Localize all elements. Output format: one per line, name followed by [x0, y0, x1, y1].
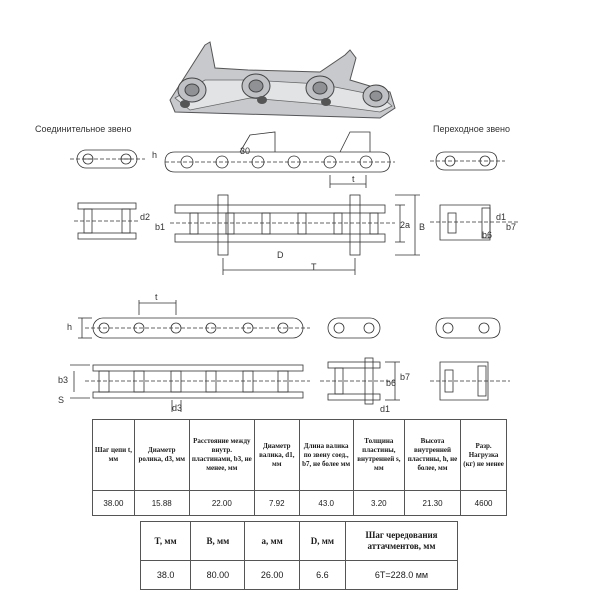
cell-plate-thickness: 3.20 [353, 491, 404, 516]
dim-d1-lower: d1 [380, 404, 391, 414]
transition-link-side [430, 152, 505, 170]
dim-b6-upper: b6 [482, 230, 493, 240]
header-attachment-pitch: Шаг чередования аттачментов, мм [346, 522, 458, 561]
dim-d1-upper: d1 [496, 212, 507, 222]
header-D: D, мм [299, 522, 345, 561]
chain-3d-render [170, 42, 395, 118]
connecting-link-caption: Соединительное звено [35, 124, 132, 134]
header-plate-height: Высота внутренней пластины, h, не более, мм [404, 420, 460, 491]
dim-b7-lower: b7 [400, 372, 411, 382]
connecting-link-side [70, 150, 145, 168]
cell-T: 38.0 [141, 561, 191, 590]
connecting-link-lower [320, 318, 400, 404]
header-a: a, мм [245, 522, 299, 561]
dim-d3: d3 [172, 403, 183, 413]
dim-h-upper: h [152, 150, 158, 160]
cell-inner-width: 22.00 [189, 491, 254, 516]
header-inner-width: Расстояние между внутр. пластинами, b3, не менее, мм [189, 420, 254, 491]
dim-2a: 2a [400, 220, 411, 230]
dim-b3: b3 [58, 375, 69, 385]
cell-pin-diameter: 7.92 [254, 491, 299, 516]
dim-D: D [277, 250, 284, 260]
dim-b6-lower: b6 [386, 378, 397, 388]
dim-h-lower: h [67, 322, 73, 332]
attachment-chain-side [165, 132, 395, 188]
header-roller-diameter: Диаметр ролика, d3, мм [134, 420, 189, 491]
dim-S: S [58, 395, 65, 405]
connecting-link-top [74, 203, 140, 239]
header-pin-length: Длина валика по звену соед., b7, не более мм [299, 420, 353, 491]
dim-30: 30 [240, 146, 251, 156]
header-pin-diameter: Диаметр валика, d1, мм [254, 420, 299, 491]
header-T: T, мм [141, 522, 191, 561]
dim-T: T [311, 262, 317, 272]
attachment-specs-table [140, 521, 458, 590]
cell-breaking-load: 4600 [461, 491, 507, 516]
dim-t-lower: t [155, 292, 158, 302]
cell-plate-height: 21.30 [404, 491, 460, 516]
cell-B: 80.00 [191, 561, 245, 590]
dim-b7-upper: b7 [506, 222, 517, 232]
dim-t-upper: t [352, 174, 355, 184]
cell-pin-length: 43.0 [299, 491, 353, 516]
table-row [141, 561, 458, 590]
cell-D: 6.6 [299, 561, 345, 590]
dim-b1: b1 [155, 222, 166, 232]
standard-chain-side [78, 300, 310, 338]
chain-specs-table [92, 419, 507, 516]
transition-link-caption: Переходное звено [433, 124, 511, 134]
cell-roller-diameter: 15.88 [134, 491, 189, 516]
table-row [93, 491, 507, 516]
cell-pitch: 38.00 [93, 491, 135, 516]
dim-d2: d2 [140, 212, 151, 222]
table-header-row [93, 420, 507, 491]
standard-chain-top [70, 365, 310, 412]
table-header-row [141, 522, 458, 561]
header-pitch: Шаг цепи t, мм [93, 420, 135, 491]
attachment-chain-top [170, 195, 420, 275]
header-plate-thickness: Толщина пластины, внутренней s, мм [353, 420, 404, 491]
cell-a: 26.00 [245, 561, 299, 590]
cell-attachment-pitch: 6T=228.0 мм [346, 561, 458, 590]
dim-B: B [419, 222, 426, 232]
header-B: B, мм [191, 522, 245, 561]
transition-link-lower [430, 318, 510, 400]
header-breaking-load: Разр. Нагрузка (кг) не менее [461, 420, 507, 491]
